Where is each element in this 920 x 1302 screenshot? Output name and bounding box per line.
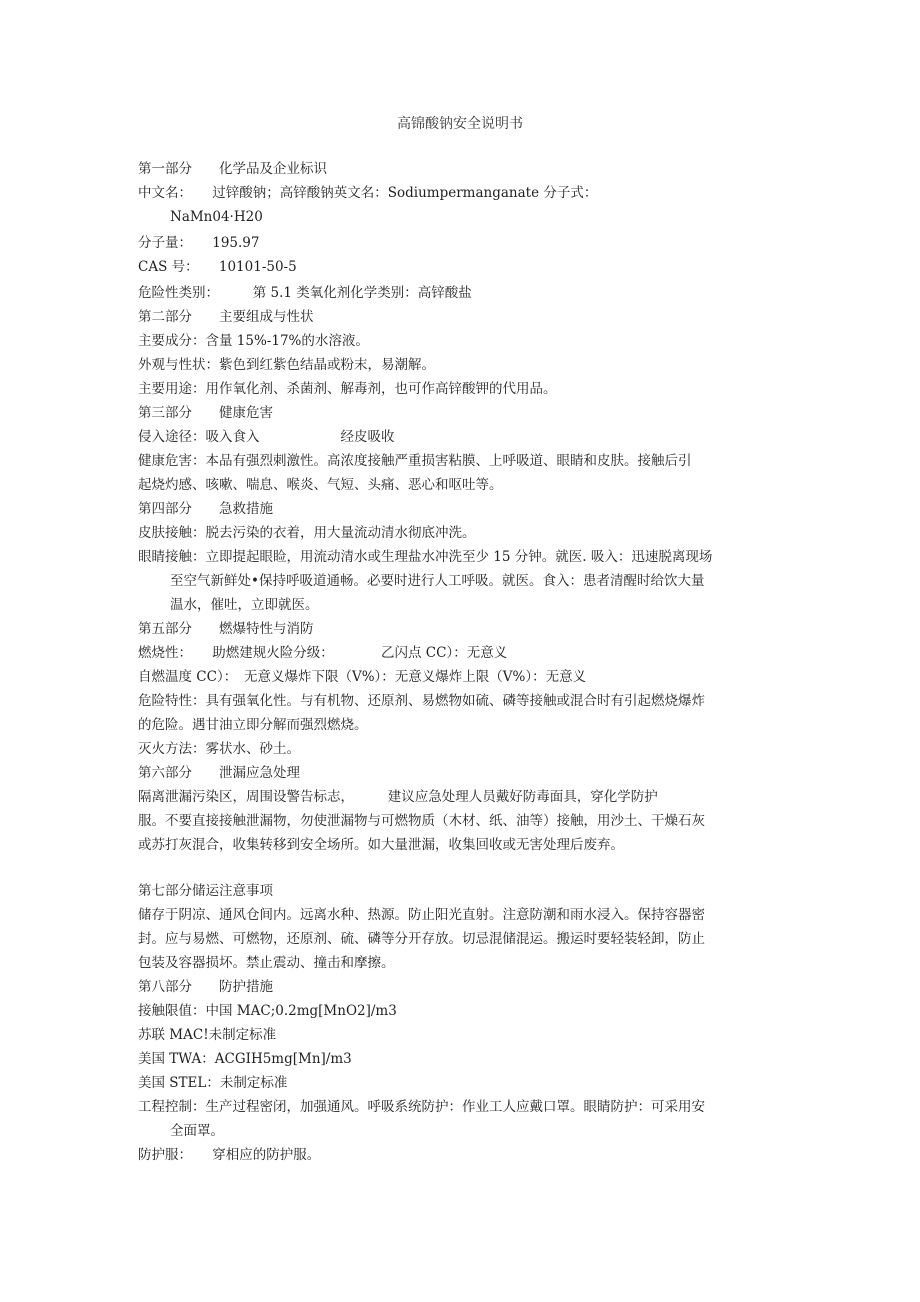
field-exposure-limit-china: 接触限值：中国 MAC;0.2mg[MnO2]/m3 <box>138 1003 397 1019</box>
paragraph-eye-contact-cont2: 温水，催吐，立即就医。 <box>170 597 319 613</box>
field-chinese-name: 中文名： 过锌酸钠；高锌酸钠英文名：Sodiumpermanganate 分子式： <box>138 185 598 201</box>
field-extinguishing: 灭火方法：雾状水、砂土。 <box>138 741 300 757</box>
field-hazard-class: 危险性类别： 第 5.1 类氧化剂化学类别：高锌酸盐 <box>138 285 472 301</box>
paragraph-health-hazard: 健康危害：本品有强烈刺激性。高浓度接触严重损害粘膜、上呼吸道、眼睛和皮肤。接触后引 <box>138 453 692 469</box>
field-exposure-limit-ussr: 苏联 MAC!未制定标准 <box>138 1027 277 1043</box>
section-heading-8: 第八部分 防护措施 <box>138 979 273 995</box>
document-body <box>138 157 788 1167</box>
field-formula: NaMn04·H20 <box>170 209 263 225</box>
paragraph-engineering-control-cont: 全面罩。 <box>170 1123 224 1139</box>
field-exposure-limit-us-stel: 美国 STEL：未制定标准 <box>138 1075 288 1091</box>
paragraph-engineering-control: 工程控制：生产过程密闭，加强通风。呼吸系统防护：作业工人应戴口罩。眼睛防护：可采用安 <box>138 1099 705 1115</box>
field-exposure-route: 侵入途径：吸入食入 经皮吸收 <box>138 429 395 445</box>
blank-spacer <box>138 857 788 879</box>
document-title: 高锦酸钠安全说明书 <box>397 116 523 132</box>
paragraph-hazard-properties: 危险特性：具有强氧化性。与有机物、还原剂、易燃物如硫、磷等接触或混合时有引起燃烧爆炸 <box>138 693 705 709</box>
paragraph-storage-cont2: 包装及容器损坏。禁止震动、撞击和摩擦。 <box>138 955 395 971</box>
field-composition: 主要成分：含量 15%-17%的水溶液。 <box>138 333 369 349</box>
field-flammability: 燃烧性： 助燃建规火险分级： 乙闪点 CC）：无意义 <box>138 645 508 661</box>
field-skin-contact: 皮肤接触：脱去污染的衣着，用大量流动清水彻底冲洗。 <box>138 525 476 541</box>
section-heading-2: 第二部分 主要组成与性状 <box>138 309 314 325</box>
field-usage: 主要用途：用作氧化剂、杀菌剂、解毒剂，也可作高锌酸钾的代用品。 <box>138 381 557 397</box>
paragraph-storage-cont: 封。应与易燃、可燃物，还原剂、硫、磷等分开存放。切忌混储混运。搬运时要轻装轻卸，防止 <box>138 931 705 947</box>
field-autoignition: 自燃温度 CC）： 无意义爆炸下限（V%）：无意义爆炸上限（V%）：无意义 <box>138 669 587 685</box>
section-heading-7: 第七部分储运注意事项 <box>138 883 273 899</box>
paragraph-storage: 储存于阴凉、通风仓间内。远离水种、热源。防止阳光直射。注意防潮和雨水浸入。保持容器密 <box>138 907 705 923</box>
section-heading-5: 第五部分 燃爆特性与消防 <box>138 621 314 637</box>
field-cas: CAS 号： 10101-50-5 <box>138 259 297 275</box>
field-molecular-weight: 分子量： 195.97 <box>138 235 260 251</box>
section-heading-6: 第六部分 泄漏应急处理 <box>138 765 300 781</box>
field-appearance: 外观与性状：紫色到红紫色结晶或粉末，易潮解。 <box>138 357 435 373</box>
paragraph-leak-cont2: 或苏打灰混合，收集转移到安全场所。如大量泄漏，收集回收或无害处理后废弃。 <box>138 837 624 853</box>
section-heading-4: 第四部分 急救措施 <box>138 501 273 517</box>
paragraph-health-hazard-cont: 起烧灼感、咳嗽、喘息、喉炎、气短、头痛、恶心和呕吐等。 <box>138 477 503 493</box>
paragraph-eye-contact: 眼睛接触：立即提起眼睑，用流动清水或生理盐水冲洗至少 15 分钟。就医. 吸入：迅速脱离现场 <box>138 549 713 565</box>
paragraph-leak-cont: 服。不要直接接触泄漏物，勿使泄漏物与可燃物质（木材、纸、油等）接触，用沙土、干燥石灰 <box>138 813 705 829</box>
section-heading-1: 第一部分 化学品及企业标识 <box>138 161 327 177</box>
paragraph-hazard-properties-cont: 的危险。遇甘油立即分解而强烈燃烧。 <box>138 717 368 733</box>
field-protective-clothing: 防护服： 穿相应的防护服。 <box>138 1147 321 1163</box>
field-exposure-limit-us-twa: 美国 TWA：ACGIH5mg[Mn]/m3 <box>138 1051 352 1067</box>
section-heading-3: 第三部分 健康危害 <box>138 405 273 421</box>
paragraph-eye-contact-cont: 至空气新鲜处•保持呼吸道通畅。必要时进行人工呼吸。就医。食入：患者清醒时给饮大量 <box>170 573 705 589</box>
paragraph-leak: 隔离泄漏污染区，周围设警告标志， 建议应急处理人员戴好防毒面具，穿化学防护 <box>138 789 658 805</box>
